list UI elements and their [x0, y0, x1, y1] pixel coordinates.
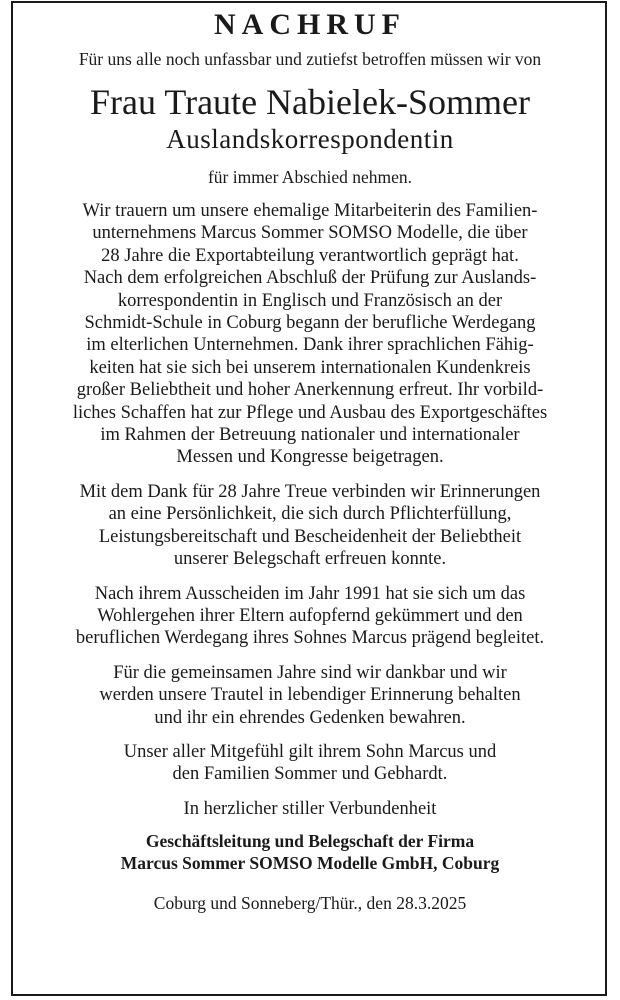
paragraph-retirement	[14, 583, 606, 650]
paragraph-condolence	[14, 741, 606, 786]
intro-line: Für uns alle noch unfassbar und zutiefst betroffen müssen wir von	[78, 49, 542, 69]
text-line: an eine Persönlichkeit, die sich durch Pflichterfüllung,	[108, 504, 512, 525]
text-line: Wohlergehen ihrer Eltern aufopfernd gekümmert und den	[97, 605, 523, 626]
text-line: Für die gemeinsamen Jahre sind wir dankbar und wir	[113, 662, 507, 683]
notice-heading: NACHRUF	[214, 8, 406, 41]
text-line: Nach ihrem Ausscheiden im Jahr 1991 hat sie sich um das	[94, 583, 526, 604]
deceased-name: Frau Traute Nabielek-Sommer	[90, 82, 530, 122]
text-line: Mit dem Dank für 28 Jahre Treue verbinden wir Erinnerungen	[79, 481, 541, 502]
text-line: unternehmens Marcus Sommer SOMSO Modelle, die über	[92, 223, 528, 244]
text-line: im Rahmen der Betreuung nationaler und internationaler	[100, 425, 520, 446]
text-line: beruflichen Werdegang ihres Sohnes Marcus prägend begleitet.	[75, 628, 545, 649]
text-line: Wir trauern um unsere ehemalige Mitarbeiterin des Familien-	[82, 201, 538, 221]
text-line: werden unsere Trautel in lebendiger Erinnerung behalten	[99, 685, 521, 706]
text-line: liches Schaffen hat zur Pflege und Ausbau des Exportgeschäftes	[72, 402, 548, 423]
paragraph-career	[14, 200, 606, 469]
text-line: Nach dem erfolgreichen Abschluß der Prüfung zur Auslands-	[83, 268, 537, 289]
place-date-line: Coburg und Sonneberg/Thür., den 28.3.2025	[153, 893, 467, 914]
text-line: korrespondentin in Englisch und Französisch an der	[117, 290, 503, 311]
text-line: den Familien Sommer und Gebhardt.	[172, 764, 448, 785]
text-line: und ihr ein ehrendes Gedenken bewahren.	[154, 707, 466, 728]
signature-line: Geschäftsleitung und Belegschaft der Firma	[145, 831, 475, 852]
deceased-role: Auslandskorrespondentin	[166, 124, 454, 154]
text-line: im elterlichen Unternehmen. Dank ihrer sprachlichen Fähig-	[86, 335, 534, 356]
text-line: keiten hat sie sich bei unserem internationalen Kundenkreis	[89, 357, 531, 378]
text-line: Leistungsbereitschaft und Bescheidenheit der Beliebtheit	[98, 526, 522, 547]
text-line: großer Beliebtheit und hoher Anerkennung erfreut. Ihr vorbild-	[76, 380, 544, 401]
text-line: 28 Jahre die Exportabteilung verantwortlich geprägt hat.	[101, 245, 519, 266]
signature-line: Marcus Sommer SOMSO Modelle GmbH, Coburg	[120, 853, 500, 874]
farewell-line: für immer Abschied nehmen.	[207, 167, 413, 187]
paragraph-closing	[14, 798, 606, 820]
text-line: unserer Belegschaft erfreuen konnte.	[173, 549, 447, 570]
paragraph-gratitude	[14, 481, 606, 571]
signature-block	[14, 830, 606, 874]
text-line: Unser aller Mitgefühl gilt ihrem Sohn Marcus und	[123, 741, 497, 762]
text-line: Schmidt-Schule in Coburg begann der berufliche Werdegang	[84, 313, 536, 334]
obituary-notice	[14, 8, 606, 914]
text-line: Messen und Kongresse beigetragen.	[176, 447, 444, 468]
text-line: In herzlicher stiller Verbundenheit	[183, 798, 437, 819]
paragraph-remembrance	[14, 662, 606, 729]
